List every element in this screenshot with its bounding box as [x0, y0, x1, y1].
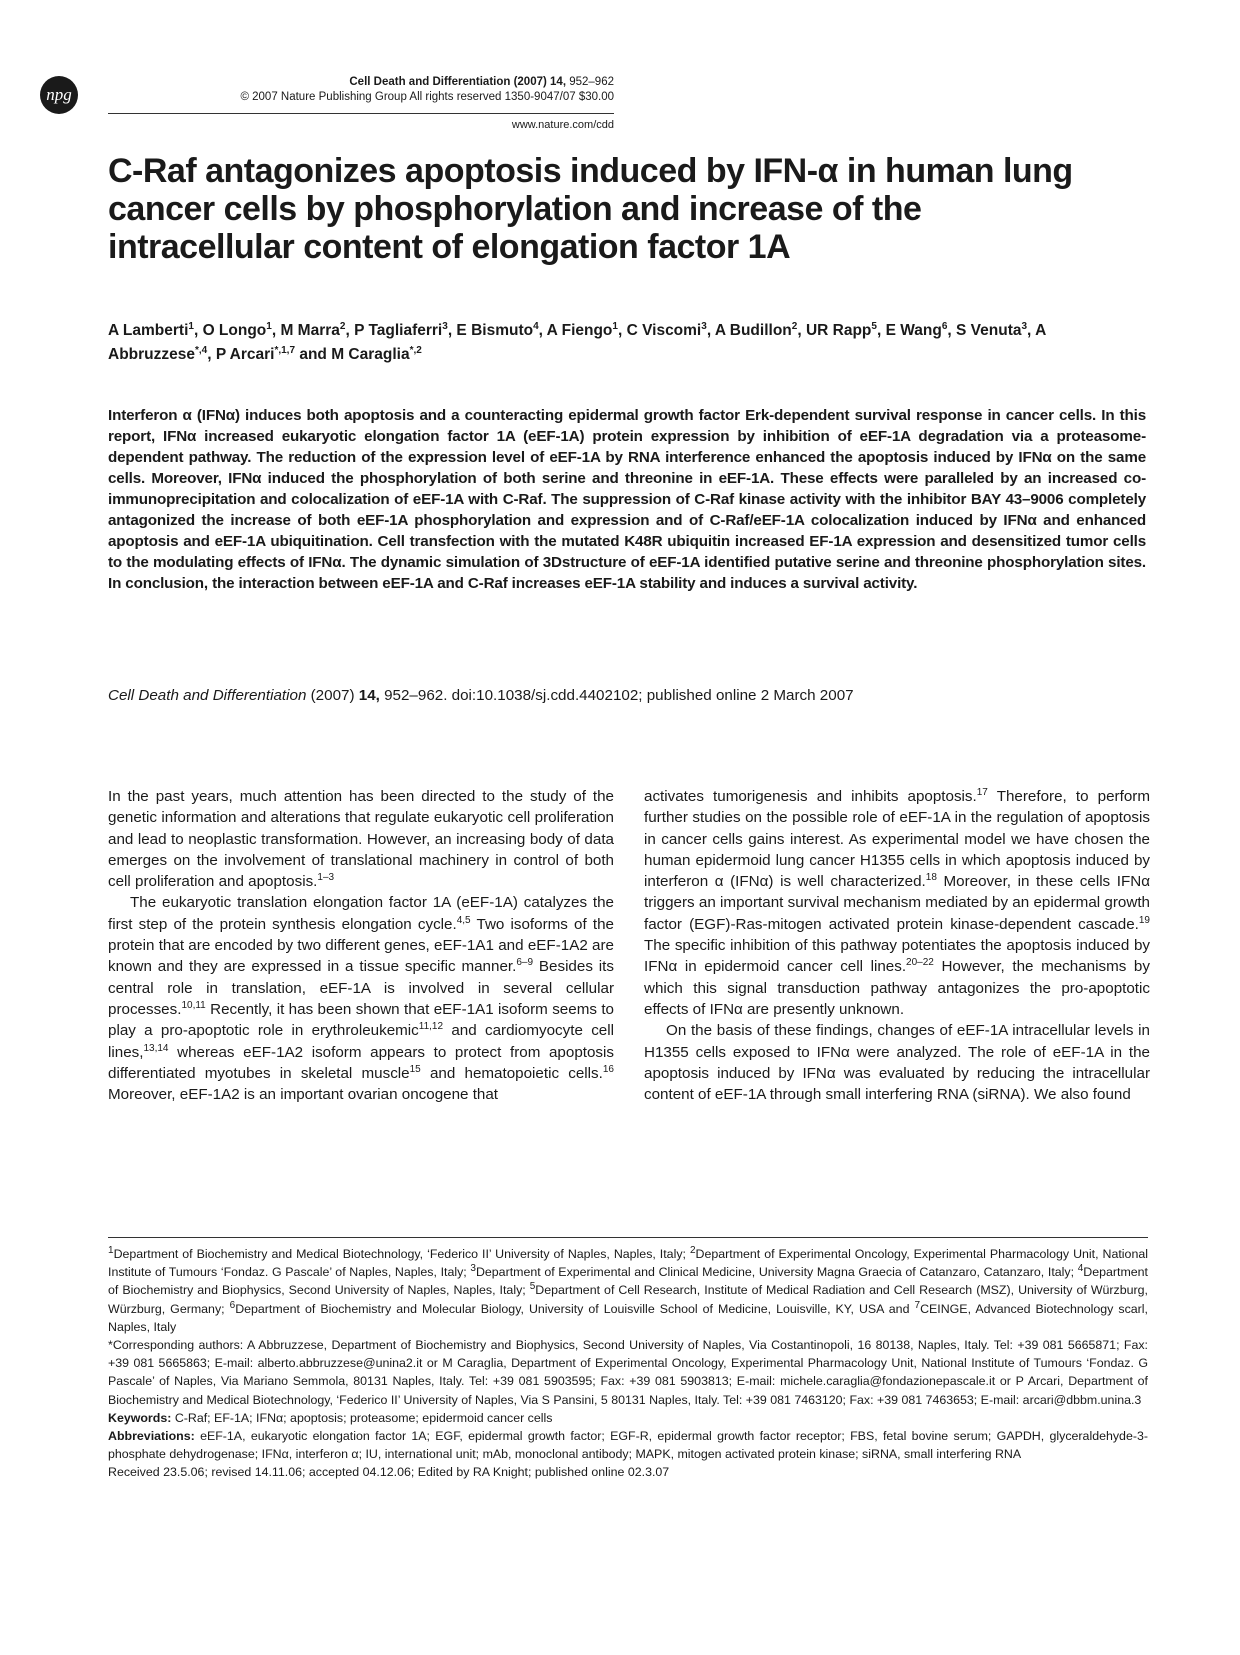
footnotes [108, 1245, 1148, 1482]
keywords [108, 1409, 1148, 1427]
received-dates: Received 23.5.06; revised 14.11.06; accepted 04.12.06; Edited by RA Knight; published online 02.3.07 [108, 1465, 670, 1480]
header-rule [108, 113, 614, 114]
footnote-rule [108, 1237, 1148, 1238]
npg-logo: npg [40, 76, 78, 114]
body-paragraph: In the past years, much attention has been directed to the study of the genetic information and alterations that regulate eukaryotic cell proliferation and lead to neoplastic transformation. However, an increasing body of data emerges on the involvement of translational machinery in control of both cell proliferation and apoptosis.$^{1-3}$ [108, 788, 614, 891]
journal-url[interactable]: www.nature.com/cdd [511, 119, 614, 131]
abbreviations-text: eEF-1A, eukaryotic elongation factor 1A; EGF, epidermal growth factor; EGF-R, epidermal growth factor receptor; FBS, fetal bovine serum; GAPDH, glyceraldehyde-3-phosphate dehydrogenase; IFNα, interferon α; IU, international unit; mAb, monoclonal antibody; MAPK, mitogen activated protein kinase; siRNA, small interfering RNA [108, 1429, 1148, 1462]
affiliations: $^1$Department of Biochemistry and Medical Biotechnology, ‘Federico II’ University of Naples, Naples, Italy; $^2$Department of Experimental Oncology, Experimental Pharmacology Unit, National Institute of Tumours ‘Fondaz. G Pascale’ of Naples, Naples, Italy; $^3$Department of Experimental and Clinical Medicine, University Magna Graecia of Catanzaro, Catanzaro, Italy; $^4$Department of Biochemistry and Biophysics, Second University of Naples, Naples, Italy; $^5$Department of Cell Research, Institute of Medical Radiation and Cell Research (MSZ), University of Würzburg, Würzburg, Germany; $^6$Department of Biochemistry and Molecular Biology, University of Louisville School of Medicine, Louisville, KY, USA and $^7$CEINGE, Advanced Biotechnology scarl, Naples, Italy [108, 1244, 1148, 1334]
keywords-text: C-Raf; EF-1A; IFNα; apoptosis; proteasome; epidermoid cancer cells [174, 1410, 553, 1425]
body-paragraph: On the basis of these findings, changes of eEF-1A intracellular levels in H1355 cells exposed to IFNα were analyzed. The role of eEF-1A in the apoptosis induced by IFNα was evaluated by reducing the intracellular content of eEF-1A through small interfering RNA (siRNA). We also found [644, 1022, 1150, 1104]
copyright-line: © 2007 Nature Publishing Group All rights reserved 1350-9047/07 $30.00 [240, 91, 614, 103]
page-range: 952–962 [569, 76, 614, 88]
corresponding-authors: *Corresponding authors: A Abbruzzese, Department of Biochemistry and Biophysics, Second University of Naples, Via Costantinopoli, 16 80138, Naples, Italy. Tel: +39 081 5665871; Fax: +39 081 5665863; E-mail: alberto.abbruzzese@unina2.it or M Caraglia, Department of Experimental Oncology, Experimental Pharmacology Unit, National Institute of Tumours ‘Fondaz. G Pascale’ of Naples, Via Mariano Semmola, 80131 Naples, Italy. Tel: +39 081 5903595; Fax: +39 081 5903813; E-mail: michele.caraglia@fondazionepascale.it or P Arcari, Department of Biochemistry and Medical Biotechnology, ‘Federico II’ University of Naples, Via S Pansini, 5 80131 Naples, Italy. Tel: +39 081 7463120; Fax: +39 081 7463653; E-mail: arcari@dbbm.unina.3 [108, 1338, 1148, 1407]
abstract: Interferon α (IFNα) induces both apoptosis and a counteracting epidermal growth factor Erk-dependent survival response in cancer cells. In this report, IFNα increased eukaryotic elongation factor 1A (eEF-1A) protein expression by inhibition of eEF-1A degradation via a proteasome-dependent pathway. The reduction of the expression level of eEF-1A by RNA interference enhanced the apoptosis induced by IFNα on the same cells. Moreover, IFNα induced the phosphorylation of both serine and threonine in eEF-1A. These effects were paralleled by an increased co-immunoprecipitation and colocalization of eEF-1A with C-Raf. The suppression of C-Raf kinase activity with the inhibitor BAY 43–9006 completely antagonized the increase of both eEF-1A phosphorylation and expression and of C-Raf/eEF-1A colocalization induced by IFNα and enhanced apoptosis and eEF-1A ubiquitination. Cell transfection with the mutated K48R ubiquitin increased EF-1A expression and desensitized tumor cells to the modulating effects of IFNα. The dynamic simulation of 3Dstructure of eEF-1A identified putative serine and threonine phosphorylation sites. In conclusion, the interaction between eEF-1A and C-Raf increases eEF-1A stability and induces a survival activity. [108, 407, 1146, 592]
abbreviations-label: Abbreviations: [108, 1429, 195, 1444]
journal-header [240, 75, 614, 105]
citation-line: Cell Death and Differentiation (2007) 14, 952–962. doi:10.1038/sj.cdd.4402102; published online 2 March 2007 [108, 687, 854, 704]
body-column-right [644, 786, 1150, 1105]
abbreviations [108, 1427, 1148, 1463]
body-paragraph: The eukaryotic translation elongation factor 1A (eEF-1A) catalyzes the first step of the protein synthesis elongation cycle.$^{4,5}$ Two isoforms of the protein that are encoded by two different genes, eEF-1A1 and eEF-1A2 are known and they are expressed in a tissue specific manner.$^{6-9}$ Besides its central role in translation, eEF-1A is involved in several cellular processes.$^{10,11}$ Recently, it has been shown that eEF-1A1 isoform seems to play a pro-apoptotic role in erythroleukemic$^{11,12}$ and cardiomyocyte cell lines,$^{13,14}$ whereas eEF-1A2 isoform appears to protect from apoptosis differentiated myotubes in skeletal muscle$^{15}$ and hematopoietic cells.$^{16}$ Moreover, eEF-1A2 is an important ovarian oncogene that [108, 894, 614, 1104]
article-title: C-Raf antagonizes apoptosis induced by IFN-α in human lung cancer cells by phosphorylation and increase of the intracellular content of elongation factor 1A [108, 152, 1073, 266]
journal-name: Cell Death and Differentiation (2007) 14, [349, 76, 567, 88]
keywords-label: Keywords: [108, 1410, 172, 1425]
body-column-left [108, 786, 614, 1105]
body-paragraph: activates tumorigenesis and inhibits apoptosis.$^{17}$ Therefore, to perform further studies on the possible role of eEF-1A in the regulation of apoptosis in cancer cells gains interest. As experimental model we have chosen the human epidermoid lung cancer H1355 cells in which apoptosis induced by interferon α (IFNα) is well characterized.$^{18}$ Moreover, in these cells IFNα triggers an important survival mechanism mediated by an epidermal growth factor (EGF)-Ras-mitogen activated protein kinase-dependent cascade.$^{19}$ The specific inhibition of this pathway potentiates the apoptosis induced by IFNα in epidermoid cancer cell lines.$^{20-22}$ However, the mechanisms by which this signal transduction pathway antagonizes the pro-apoptotic effects of IFNα are presently unknown. [644, 786, 1150, 1018]
author-list: A Lamberti$^1$, O Longo$^1$, M Marra$^2$, P Tagliaferri$^3$, E Bismuto$^4$, A Fiengo$^1$, C Viscomi$^3$, A Budillon$^2$, UR Rapp$^5$, E Wang$^6$, S Venuta$^3$, A Abbruzzese$^{*,4}$, P Arcari$^{*,1,7}$ and M Caraglia$^{*,2}$ [108, 320, 1046, 363]
